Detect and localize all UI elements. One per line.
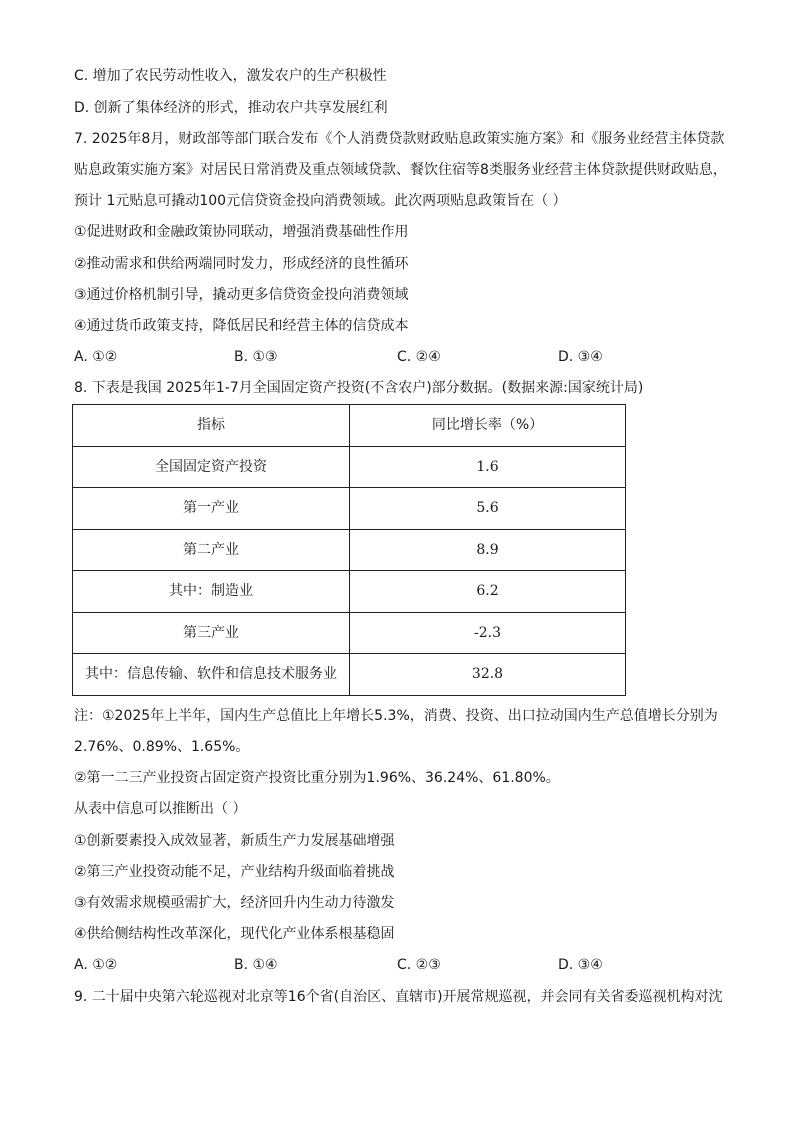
table-row bbox=[73, 654, 626, 696]
q7-choice-c: C. ②④ bbox=[397, 349, 441, 365]
table-cell-indicator: 其中：信息传输、软件和信息技术服务业 bbox=[73, 654, 350, 696]
table-cell-indicator: 第三产业 bbox=[73, 612, 350, 654]
q8-choice-b: B. ①④ bbox=[234, 957, 278, 973]
q7-stem-line-3: 预计 1元贴息可撬动100元信贷资金投向消费领域。此次两项贴息政策旨在（ ） bbox=[74, 193, 567, 209]
q8-statement-4: ④供给侧结构性改革深化，现代化产业体系根基稳固 bbox=[74, 926, 395, 942]
q7-choice-a: A. ①② bbox=[74, 349, 118, 365]
q7-statement-2: ②推动需求和供给两端同时发力，形成经济的良性循环 bbox=[74, 256, 409, 272]
q7-choice-b: B. ①③ bbox=[234, 349, 278, 365]
table-cell-indicator: 其中：制造业 bbox=[73, 571, 350, 613]
table-row bbox=[73, 488, 626, 530]
q8-statement-1: ①创新要素投入成效显著，新质生产力发展基础增强 bbox=[74, 833, 395, 849]
table-row bbox=[73, 571, 626, 613]
q8-statement-3: ③有效需求规模亟需扩大，经济回升内生动力待激发 bbox=[74, 895, 395, 911]
q8-intro: 8. 下表是我国 2025年1-7月全国固定资产投资(不含农户)部分数据。(数据来源:国家统计局) bbox=[74, 380, 644, 396]
table-cell-value: -2.3 bbox=[350, 612, 626, 654]
q7-statement-4: ④通过货币政策支持，降低居民和经营主体的信贷成本 bbox=[74, 318, 409, 334]
q7-choice-d: D. ③④ bbox=[558, 349, 603, 365]
note-1-line-2: 2.76%、0.89%、1.65%。 bbox=[74, 739, 250, 755]
note-2: ②第一二三产业投资占固定资产投资比重分别为1.96%、36.24%、61.80%。 bbox=[74, 770, 560, 786]
table-row bbox=[73, 612, 626, 654]
table-header-row bbox=[73, 405, 626, 447]
table-row bbox=[73, 529, 626, 571]
q8-choice-a: A. ①② bbox=[74, 957, 118, 973]
q8-statement-2: ②第三产业投资动能不足，产业结构升级面临着挑战 bbox=[74, 864, 395, 880]
table-cell-value: 1.6 bbox=[350, 446, 626, 488]
table-cell-value: 6.2 bbox=[350, 571, 626, 613]
table-row bbox=[73, 446, 626, 488]
q7-stem-line-1: 7. 2025年8月，财政部等部门联合发布《个人消费贷款财政贴息政策实施方案》和《服务业经营主体贷款 bbox=[74, 131, 725, 147]
q9-stem-line-1: 9. 二十届中央第六轮巡视对北京等16个省(自治区、直辖市)开展常规巡视，并会同有关省委巡视机构对沈 bbox=[74, 989, 723, 1005]
q6-option-c: C. 增加了农民劳动性收入，激发农户的生产积极性 bbox=[74, 68, 387, 84]
table-cell-value: 5.6 bbox=[350, 488, 626, 530]
table-cell-indicator: 第一产业 bbox=[73, 488, 350, 530]
q7-statement-3: ③通过价格机制引导，撬动更多信贷资金投向消费领域 bbox=[74, 287, 409, 303]
table-cell-value: 8.9 bbox=[350, 529, 626, 571]
table-cell-value: 32.8 bbox=[350, 654, 626, 696]
table-cell-indicator: 第二产业 bbox=[73, 529, 350, 571]
q7-stem-line-2: 贴息政策实施方案》对居民日常消费及重点领域贷款、餐饮住宿等8类服务业经营主体贷款提供财政贴息， bbox=[74, 162, 727, 178]
q6-option-d: D. 创新了集体经济的形式，推动农户共享发展红利 bbox=[74, 100, 388, 116]
table-header-indicator: 指标 bbox=[73, 405, 350, 447]
table-cell-indicator: 全国固定资产投资 bbox=[73, 446, 350, 488]
q8-choice-d: D. ③④ bbox=[558, 957, 603, 973]
q8-question: 从表中信息可以推断出（ ） bbox=[74, 801, 247, 817]
note-1-line-1: 注：①2025年上半年，国内生产总值比上年增长5.3%，消费、投资、出口拉动国内生产总值增长分别为 bbox=[74, 708, 718, 724]
investment-table bbox=[72, 404, 626, 696]
table-header-growth: 同比增长率（%） bbox=[350, 405, 626, 447]
q7-statement-1: ①促进财政和金融政策协同联动，增强消费基础性作用 bbox=[74, 224, 409, 240]
q8-choice-c: C. ②③ bbox=[397, 957, 441, 973]
